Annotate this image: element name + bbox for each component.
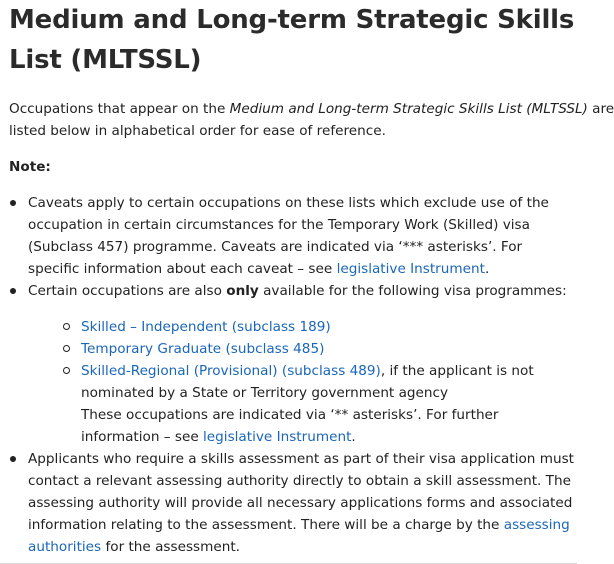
assessment-text-end: for the assessment. — [101, 539, 240, 555]
list-item-only-available — [9, 280, 577, 448]
list-item-visa-189 — [62, 316, 577, 338]
notes-list — [9, 192, 577, 558]
page-content — [9, 0, 614, 558]
caveats-text: Caveats apply to certain occupations on these lists which exclude use of the occupation in certain circumstances for the Temporary Work (Skilled) visa (Subclass 457) programme. Caveats are indicated via ‘*** asterisks’. For specific information about each caveat – see — [28, 195, 549, 277]
intro-paragraph — [9, 98, 614, 120]
only-available-text-end: available for the following visa programmes: — [258, 283, 567, 299]
note-label: Note: — [9, 159, 51, 175]
legislative-instrument-link[interactable]: legislative Instrument — [336, 261, 485, 277]
page-title: Medium and Long-term Strategic Skills List (MLTSSL) — [9, 5, 575, 75]
temporary-graduate-485-link[interactable]: Temporary Graduate (subclass 485) — [81, 341, 325, 357]
list-item-visa-485 — [62, 338, 577, 360]
intro-text: Occupations that appear on the — [9, 101, 230, 117]
visa-489-condition: , if the applicant is not nominated by a State or Territory government agency — [81, 363, 534, 401]
list-item-caveats — [9, 192, 577, 280]
visa-489-note: These occupations are indicated via ‘** asterisks’. For further information – see — [81, 407, 499, 445]
skilled-regional-489-link[interactable]: Skilled-Regional (Provisional) (subclass 489) — [81, 363, 381, 379]
skilled-independent-189-link[interactable]: Skilled – Independent (subclass 189) — [81, 319, 331, 335]
only-available-bold: only — [226, 283, 259, 299]
caveats-text-end: . — [484, 261, 490, 277]
assessment-text: Applicants who require a skills assessment as part of their visa application must contact a relevant assessing authority directly to obtain a skill assessment. The assessing authority will provide all necessary applications forms and associated information relating to the assessment. There will be a charge by the — [28, 451, 574, 533]
only-available-text: Certain occupations are also — [28, 283, 227, 299]
list-item-visa-489 — [62, 360, 577, 448]
intro-paragraph-line2: listed below in alphabetical order for ease of reference. — [9, 123, 386, 139]
visa-489-note-end: . — [351, 429, 356, 445]
assessing-authorities-link[interactable]: assessing authorities — [28, 517, 570, 555]
visa-programmes-list — [28, 316, 577, 448]
list-item-skills-assessment — [9, 448, 577, 558]
legislative-instrument-link-2[interactable]: legislative Instrument — [203, 429, 352, 445]
intro-text-end: are — [587, 101, 614, 117]
intro-list-name: Medium and Long-term Strategic Skills List (MLTSSL) — [229, 101, 588, 117]
